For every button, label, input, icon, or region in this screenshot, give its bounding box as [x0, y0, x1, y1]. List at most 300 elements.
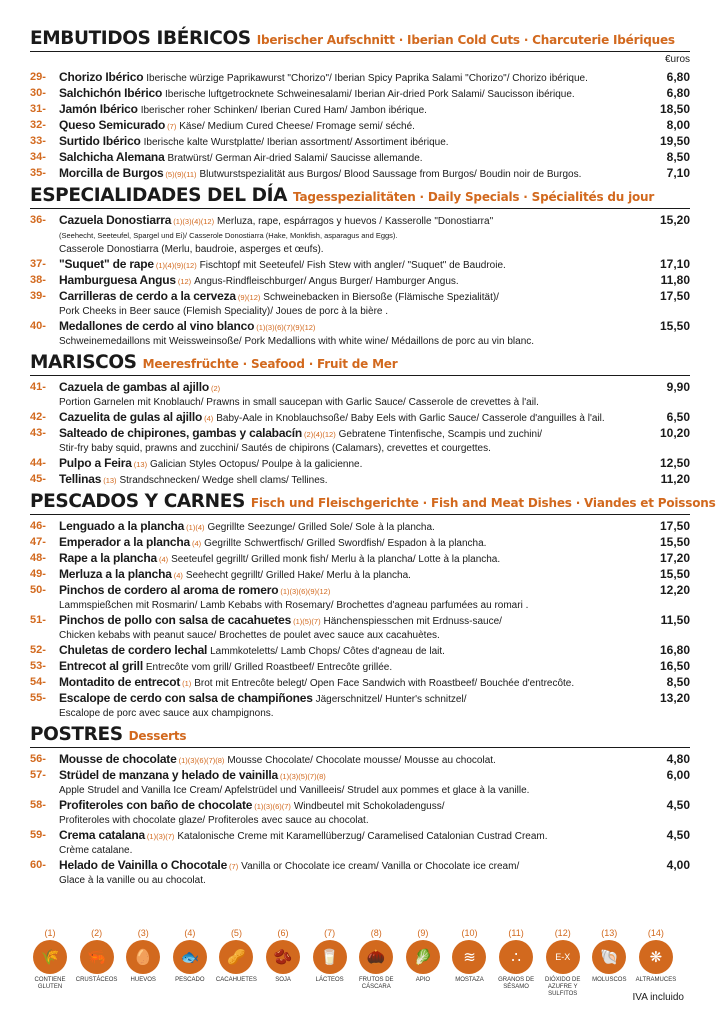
item-name: Chorizo Ibérico	[59, 70, 144, 84]
menu-item	[30, 166, 690, 182]
item-description-line2: Escalope de porc avec sauce aux champignons.	[59, 708, 274, 719]
menu-item	[30, 858, 690, 888]
item-description: Iberische kalte Wurstplatte/ Iberian assortment/ Assortiment ibérique.	[143, 137, 449, 148]
allergen-number: (3)	[137, 928, 149, 938]
item-number: 57-	[30, 769, 46, 781]
item-description: Iberische würzige Paprikawurst "Chorizo"/ Iberian Spicy Paprika Salami "Chorizo"/ Chorizo ibérique.	[146, 73, 588, 84]
item-number: 58-	[30, 799, 46, 811]
menu-page	[30, 28, 716, 888]
item-name: Emperador a la plancha	[59, 535, 190, 549]
allergen-number: (7)	[324, 928, 336, 938]
item-description: Schweinebacken in Biersoße (Flämische Spezialität)/	[263, 292, 499, 303]
allergen-number: (9)	[417, 928, 429, 938]
allergen-legend-item	[308, 928, 352, 998]
item-body	[59, 858, 638, 888]
item-allergens: (7)	[167, 122, 177, 131]
item-number: 46-	[30, 520, 46, 532]
item-name: Cazuela de gambas al ajillo	[59, 380, 209, 394]
allergen-number: (14)	[647, 928, 664, 938]
item-name: Pinchos de pollo con salsa de cacahuetes	[59, 613, 292, 627]
allergen-label: MOLUSCOS	[592, 977, 627, 983]
item-price: 19,50	[659, 134, 690, 148]
item-name: Rape a la plancha	[59, 551, 157, 565]
allergen-legend-item	[75, 928, 119, 998]
item-price: 4,50	[666, 798, 690, 812]
item-description-line2: Stir-fry baby squid, prawns and zucchini/ Sautés de chipirons (Calamars), crevettes et courgettes.	[59, 443, 491, 454]
item-number: 43-	[30, 427, 46, 439]
item-description-line2: Chicken kebabs with peanut sauce/ Brochettes de poulet avec sauce aux cacahuètes.	[59, 630, 440, 641]
allergen-label: MOSTAZA	[455, 977, 484, 983]
allergen-number: (12)	[554, 928, 571, 938]
item-body	[59, 70, 638, 86]
item-number: 34-	[30, 151, 46, 163]
item-description: Gegrillte Schwertfisch/ Grilled Swordfish/ Espadon à la plancha.	[204, 538, 487, 549]
item-description: Hänchenspiesschen mit Erdnuss-sauce/	[323, 616, 502, 627]
allergen-legend-item	[587, 928, 631, 998]
item-name: Jamón Ibérico	[59, 102, 138, 116]
item-price: 17,50	[659, 519, 690, 533]
item-name: Salteado de chipirones, gambas y calabacín	[59, 426, 303, 440]
item-description-line2: (Seehecht, Seeteufel, Spargel und Ei)/ Casserole Donostiarra (Hake, Monkfish, asparagus and Eggs).	[59, 231, 398, 240]
section-title: POSTRES	[30, 724, 123, 745]
item-allergens: (1)(3)(6)(7)(8)	[178, 756, 225, 765]
item-description: Iberischer roher Schinken/ Iberian Cured Ham/ Jambon ibérique.	[140, 105, 427, 116]
item-price: 4,50	[666, 828, 690, 842]
item-number: 37-	[30, 258, 46, 270]
item-description-line2: Apple Strudel and Vanilla Ice Cream/ Apfelstrüdel und Vanilleeis/ Strudel aux pommes et glace à la vanille.	[59, 785, 530, 796]
item-allergens: (13)	[103, 476, 117, 485]
section-subtitle: Iberischer Aufschnitt · Iberian Cold Cuts · Charcuterie Ibériques	[256, 33, 675, 47]
menu-item	[30, 472, 690, 488]
menu-item	[30, 410, 690, 426]
item-price: 15,50	[659, 567, 690, 581]
soy-icon: 🫘	[266, 940, 300, 974]
item-body	[59, 410, 638, 426]
allergen-number: (1)	[44, 928, 56, 938]
item-name: Surtido Ibérico	[59, 134, 141, 148]
item-name: Chuletas de cordero lechal	[59, 643, 208, 657]
item-name: Hamburguesa Angus	[59, 273, 176, 287]
item-number: 42-	[30, 411, 46, 423]
item-description: Strandschnecken/ Wedge shell clams/ Tellines.	[119, 475, 328, 486]
menu-item	[30, 675, 690, 691]
allergen-label: APIO	[415, 977, 431, 983]
item-name: Escalope de cerdo con salsa de champiñones	[59, 691, 313, 705]
item-name: Medallones de cerdo al vino blanco	[59, 319, 255, 333]
item-price: 16,50	[659, 659, 690, 673]
item-body	[59, 828, 638, 858]
menu-item	[30, 643, 690, 659]
item-allergens: (2)	[211, 384, 221, 393]
item-name: Strüdel de manzana y helado de vainilla	[59, 768, 278, 782]
item-allergens: (1)(4)	[186, 523, 205, 532]
item-body	[59, 675, 638, 691]
section-header	[30, 724, 690, 748]
allergen-label: SOJA	[275, 977, 291, 983]
item-body	[59, 150, 638, 166]
allergen-number: (4)	[184, 928, 196, 938]
item-number: 55-	[30, 692, 46, 704]
item-description: Mousse Chocolate/ Chocolate mousse/ Mousse au chocolat.	[227, 755, 496, 766]
menu-item	[30, 380, 690, 410]
item-description: Käse/ Medium Cured Cheese/ Fromage semi/ séché.	[179, 121, 415, 132]
item-allergens: (4)	[204, 414, 214, 423]
iva-note: IVA incluido	[632, 992, 684, 1003]
item-price: 18,50	[659, 102, 690, 116]
mustard-icon: ≋	[452, 940, 486, 974]
menu-item	[30, 798, 690, 828]
item-price: 7,10	[666, 166, 690, 180]
item-price: 11,20	[660, 472, 690, 486]
menu-item	[30, 134, 690, 150]
item-body	[59, 319, 638, 349]
item-allergens: (9)(12)	[237, 293, 261, 302]
item-description: Gegrillte Seezunge/ Grilled Sole/ Sole à la plancha.	[207, 522, 435, 533]
item-description: Merluza, rape, espárragos y huevos / Kasserolle "Donostiarra"	[217, 216, 494, 227]
menu-item	[30, 659, 690, 675]
item-name: Carrilleras de cerdo a la cerveza	[59, 289, 236, 303]
item-name: Salchicha Alemana	[59, 150, 165, 164]
item-description: Gebratene Tintenfische, Scampis und zuchini/	[338, 429, 543, 440]
item-body	[59, 273, 638, 289]
item-name: Lenguado a la plancha	[59, 519, 185, 533]
item-description-line2: Portion Garnelen mit Knoblauch/ Prawns in small saucepan with Garlic Sauce/ Casserole de crevettes à l'ail.	[59, 397, 539, 408]
item-number: 53-	[30, 660, 46, 672]
celery-icon: 🥬	[406, 940, 440, 974]
item-allergens: (4)	[158, 555, 169, 564]
item-price: 12,20	[659, 583, 690, 597]
section-header	[30, 352, 690, 376]
item-description: Angus-Rindfleischburger/ Angus Burger/ Hamburger Angus.	[194, 276, 459, 287]
item-body	[59, 551, 638, 567]
allergen-label: PESCADO	[175, 977, 205, 983]
item-description: Brot mit Entrecôte belegt/ Open Face Sandwich with Roastbeef/ Bouchée d'entrecôte.	[194, 678, 575, 689]
menu-item	[30, 551, 690, 567]
allergen-legend-item	[121, 928, 165, 998]
item-body	[59, 798, 638, 828]
item-body	[59, 613, 638, 643]
allergen-number: (8)	[370, 928, 382, 938]
item-number: 48-	[30, 552, 46, 564]
menu-item	[30, 426, 690, 456]
item-description-line3: Casserole Donostiarra (Merlu, baudroie, asperges et œufs).	[59, 244, 324, 255]
item-number: 49-	[30, 568, 46, 580]
allergen-legend-item	[447, 928, 491, 998]
item-allergens: (1)(3)(6)(7)(9)(12)	[256, 323, 316, 332]
item-allergens: (1)(4)(9)(12)	[155, 261, 197, 270]
item-body	[59, 102, 638, 118]
item-body	[59, 583, 638, 613]
allergen-label: FRUTOS DE CÁSCARA	[358, 977, 394, 990]
item-body	[59, 519, 638, 535]
item-body	[59, 535, 638, 551]
item-number: 50-	[30, 584, 46, 596]
section-title: PESCADOS Y CARNES	[30, 491, 245, 512]
item-number: 60-	[30, 859, 46, 871]
item-price: 6,00	[666, 768, 690, 782]
item-allergens: (1)(3)(6)(9)(12)	[280, 587, 331, 596]
item-number: 36-	[30, 214, 46, 226]
item-name: Salchichón Ibérico	[59, 86, 163, 100]
allergen-label: DIÓXIDO DE AZUFRE Y SULFITOS	[545, 977, 581, 997]
item-allergens: (5)(9)(11)	[165, 170, 197, 179]
section-header	[30, 28, 690, 65]
item-number: 32-	[30, 119, 46, 131]
item-price: 16,80	[659, 643, 690, 657]
item-body	[59, 257, 638, 273]
item-name: Pinchos de cordero al aroma de romero	[59, 583, 279, 597]
item-allergens: (1)(3)(6)(7)	[254, 802, 291, 811]
allergen-legend-item	[28, 928, 72, 998]
item-description: Seehecht gegrillt/ Grilled Hake/ Merlu à la plancha.	[185, 570, 411, 581]
item-body	[59, 659, 638, 675]
item-description: Blutwurstspezialität aus Burgos/ Blood Saussage from Burgos/ Boudin noir de Burgos.	[199, 169, 582, 180]
menu-item	[30, 535, 690, 551]
item-price: 11,50	[660, 613, 690, 627]
item-price: 8,50	[666, 150, 690, 164]
menu-item	[30, 273, 690, 289]
item-price: 8,50	[666, 675, 690, 689]
allergen-legend-item	[261, 928, 305, 998]
allergen-legend-item	[214, 928, 258, 998]
item-price: 12,50	[659, 456, 690, 470]
item-body	[59, 380, 638, 410]
allergen-label: GRANOS DE SÉSAMO	[498, 977, 535, 990]
item-price: 4,00	[666, 858, 690, 872]
item-allergens: (1)(3)(4)(12)	[173, 217, 215, 226]
item-body	[59, 289, 638, 319]
item-description: Katalonische Creme mit Karamellüberzug/ Caramelised Catalonian Custrad Cream.	[177, 831, 548, 842]
section-subtitle: Desserts	[128, 729, 187, 743]
allergen-label: LÁCTEOS	[315, 977, 344, 983]
item-description: Jägerschnitzel/ Hunter's schnitzel/	[315, 694, 467, 705]
item-number: 30-	[30, 87, 46, 99]
item-number: 29-	[30, 71, 46, 83]
menu-item	[30, 102, 690, 118]
item-number: 33-	[30, 135, 46, 147]
section-title: ESPECIALIDADES DEL DÍA	[30, 185, 288, 206]
item-price: 10,20	[659, 426, 690, 440]
menu-item	[30, 583, 690, 613]
item-description: Vanilla or Chocolate ice cream/ Vanilla or Chocolate ice cream/	[241, 861, 520, 872]
sulphites-icon: E-X	[546, 940, 580, 974]
allergen-legend-item	[634, 928, 678, 998]
allergen-number: (11)	[508, 928, 524, 938]
item-allergens: (1)(5)(7)	[293, 617, 321, 626]
item-description-line2: Pork Cheeks in Beer sauce (Flemish Speciality)/ Joues de porc à la bière .	[59, 306, 389, 317]
item-number: 41-	[30, 381, 46, 393]
dairy-icon: 🥛	[313, 940, 347, 974]
item-price: 6,80	[666, 70, 690, 84]
item-description: Windbeutel mit Schokoladenguss/	[293, 801, 445, 812]
item-price: 17,10	[659, 257, 690, 271]
item-price: 15,50	[659, 319, 690, 333]
item-description: Fischtopf mit Seeteufel/ Fish Stew with angler/ "Suquet" de Baudroie.	[199, 260, 506, 271]
allergen-legend-item	[168, 928, 212, 998]
menu-item	[30, 828, 690, 858]
item-number: 54-	[30, 676, 46, 688]
item-number: 35-	[30, 167, 46, 179]
item-price: 15,50	[659, 535, 690, 549]
item-number: 40-	[30, 320, 46, 332]
item-number: 39-	[30, 290, 46, 302]
allergen-number: (13)	[601, 928, 618, 938]
item-allergens: (4)	[191, 539, 202, 548]
item-description: Lammkoteletts/ Lamb Chops/ Côtes d'agneau de lait.	[210, 646, 445, 657]
menu-section	[30, 491, 716, 721]
item-name: Mousse de chocolate	[59, 752, 177, 766]
lupin-icon: ❋	[639, 940, 673, 974]
item-name: "Suquet" de rape	[59, 257, 154, 271]
allergen-label: CONTIENE GLUTEN	[34, 977, 66, 990]
item-body	[59, 166, 638, 182]
menu-section	[30, 724, 690, 888]
menu-item	[30, 613, 690, 643]
item-description-line2: Glace à la vanille ou au chocolat.	[59, 875, 206, 886]
menu-item	[30, 150, 690, 166]
menu-item	[30, 519, 690, 535]
item-description: Bratwürst/ German Air-dried Salami/ Saucisse allemande.	[167, 153, 423, 164]
allergen-number: (5)	[230, 928, 242, 938]
item-price: 15,20	[659, 213, 690, 227]
item-description: Galician Styles Octopus/ Poulpe à la galicienne.	[150, 459, 363, 470]
menu-item	[30, 691, 690, 721]
item-description: Entrecôte vom grill/ Grilled Roastbeef/ Entrecôte grillée.	[145, 662, 393, 673]
menu-section	[30, 352, 690, 488]
item-name: Tellinas	[59, 472, 102, 486]
item-number: 38-	[30, 274, 46, 286]
item-name: Helado de Vainilla o Chocotale	[59, 858, 228, 872]
item-name: Cazuela Donostiarra	[59, 213, 172, 227]
allergen-legend-item	[354, 928, 398, 998]
item-price: 9,90	[666, 380, 690, 394]
item-body	[59, 691, 638, 721]
item-price: 13,20	[659, 691, 690, 705]
menu-item	[30, 70, 690, 86]
item-allergens: (2)(4)(12)	[304, 430, 336, 439]
item-description-line2: Profiteroles with chocolate glaze/ Profiteroles avec sauce au chocolat.	[59, 815, 369, 826]
menu-item	[30, 752, 690, 768]
item-body	[59, 118, 638, 134]
peanut-icon: 🥜	[219, 940, 253, 974]
item-body	[59, 213, 638, 257]
allergen-number: (6)	[277, 928, 289, 938]
menu-item	[30, 213, 690, 257]
section-header	[30, 185, 690, 209]
nuts-icon: 🌰	[359, 940, 393, 974]
item-description: Baby-Aale in Knoblauchsoße/ Baby Eels with Garlic Sauce/ Casserole d'anguilles à l'ail.	[216, 413, 605, 424]
item-number: 47-	[30, 536, 46, 548]
item-number: 51-	[30, 614, 46, 626]
item-price: 8,00	[666, 118, 690, 132]
item-allergens: (13)	[133, 460, 148, 469]
menu-item	[30, 768, 690, 798]
allergen-legend-item	[494, 928, 538, 998]
item-name: Morcilla de Burgos	[59, 166, 164, 180]
item-number: 52-	[30, 644, 46, 656]
item-description: Seeteufel gegrillt/ Grilled monk fish/ Merlu à la plancha/ Lotte à la plancha.	[171, 554, 501, 565]
section-subtitle: Tagesspezialitäten · Daily Specials · Spécialités du jour	[293, 190, 655, 204]
item-allergens: (7)	[229, 862, 239, 871]
item-description-line2: Crème catalane.	[59, 845, 133, 856]
item-body	[59, 472, 638, 488]
item-price: 11,80	[660, 273, 690, 287]
allergen-legend-item	[401, 928, 445, 998]
item-description: Iberische luftgetrocknete Schweinesalami/ Iberian Air-dried Pork Salami/ Saucisson ibérique.	[165, 89, 575, 100]
section-subtitle: Meeresfrüchte · Seafood · Fruit de Mer	[142, 357, 398, 371]
item-body	[59, 86, 638, 102]
item-name: Entrecot al grill	[59, 659, 143, 673]
item-name: Cazuelita de gulas al ajillo	[59, 410, 203, 424]
item-allergens: (1)(3)(5)(7)(8)	[279, 772, 326, 781]
item-number: 59-	[30, 829, 46, 841]
item-name: Merluza a la plancha	[59, 567, 172, 581]
menu-item	[30, 456, 690, 472]
allergen-number: (10)	[461, 928, 478, 938]
menu-item	[30, 118, 690, 134]
allergen-label: CRUSTÁCEOS	[75, 977, 118, 983]
item-name: Profiteroles con baño de chocolate	[59, 798, 253, 812]
item-number: 44-	[30, 457, 46, 469]
item-name: Crema catalana	[59, 828, 145, 842]
section-title: MARISCOS	[30, 352, 137, 373]
item-description-line2: Schweinemedaillons mit Weissweinsoße/ Pork Medallions with white wine/ Médaillons de porc au vin blanc.	[59, 336, 535, 347]
section-header	[30, 491, 716, 515]
item-allergens: (12)	[177, 277, 192, 286]
item-number: 31-	[30, 103, 46, 115]
allergen-label: ALTRAMUCES	[635, 977, 677, 983]
item-body	[59, 456, 638, 472]
allergen-label: HUEVOS	[130, 977, 156, 983]
allergen-legend-item	[541, 928, 585, 998]
item-number: 56-	[30, 753, 46, 765]
item-body	[59, 134, 638, 150]
item-description-line2: Lammspießchen mit Rosmarin/ Lamb Kebabs with Rosemary/ Brochettes d'agneau parfumées au romari .	[59, 600, 529, 611]
item-name: Queso Semicurado	[59, 118, 166, 132]
menu-item	[30, 86, 690, 102]
item-body	[59, 426, 638, 456]
fish-icon: 🐟	[173, 940, 207, 974]
allergen-number: (2)	[91, 928, 103, 938]
menu-item	[30, 567, 690, 583]
mollusc-icon: 🐚	[592, 940, 626, 974]
item-allergens: (1)	[182, 679, 192, 688]
item-allergens: (1)(3)(7)	[146, 832, 175, 841]
menu-section	[30, 185, 690, 349]
item-number: 45-	[30, 473, 46, 485]
sesame-icon: ∴	[499, 940, 533, 974]
menu-section	[30, 28, 690, 182]
item-body	[59, 752, 638, 768]
item-price: 17,20	[659, 551, 690, 565]
wheat-icon: 🌾	[33, 940, 67, 974]
item-price: 6,80	[666, 86, 690, 100]
item-body	[59, 567, 638, 583]
crustacean-icon: 🦐	[80, 940, 114, 974]
item-price: 4,80	[666, 752, 690, 766]
allergen-legend	[28, 928, 678, 998]
section-subtitle: Fisch und Fleischgerichte · Fish and Meat Dishes · Viandes et Poissons	[250, 496, 716, 510]
menu-item	[30, 319, 690, 349]
item-body	[59, 768, 638, 798]
menu-item	[30, 289, 690, 319]
menu-item	[30, 257, 690, 273]
item-allergens: (4)	[173, 571, 183, 580]
allergen-label: CACAHUETES	[215, 977, 257, 983]
item-name: Pulpo a Feira	[59, 456, 132, 470]
currency-label: €uros	[664, 54, 690, 65]
eggs-icon: 🥚	[126, 940, 160, 974]
